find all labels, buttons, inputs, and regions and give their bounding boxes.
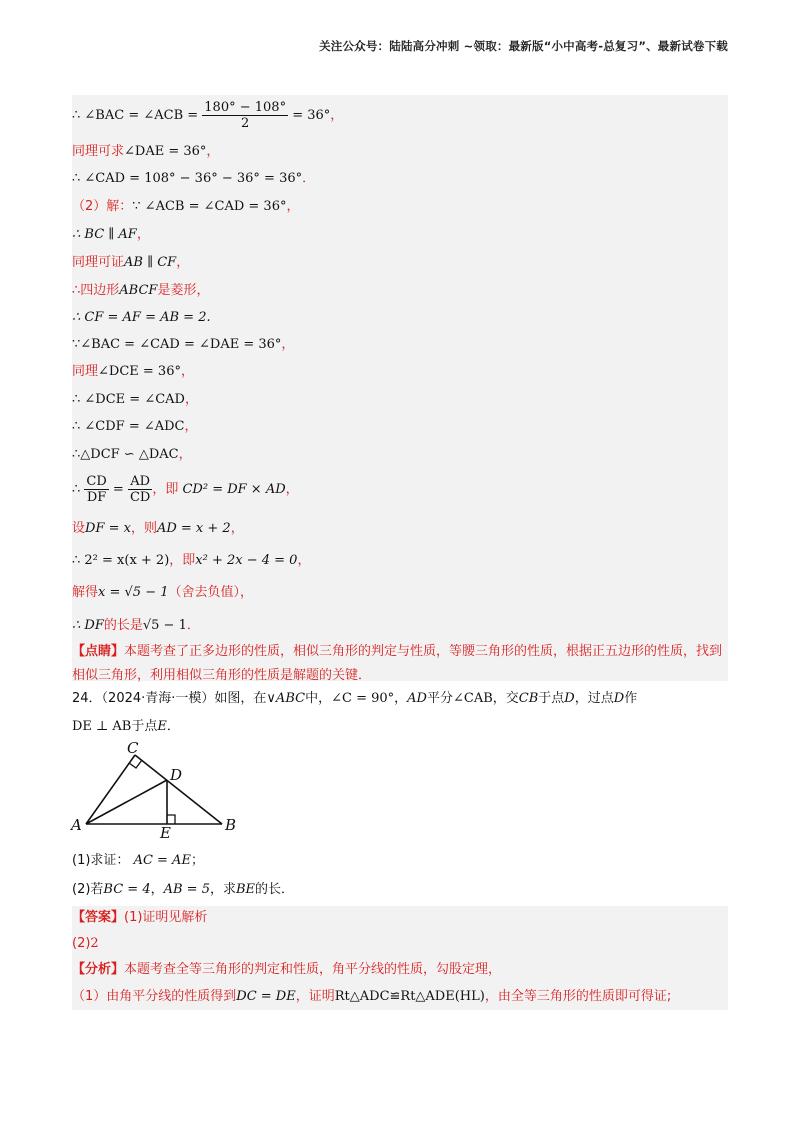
question-24-line-2: DE ⊥ AB于点E． (72, 719, 180, 734)
analysis-label: 【分析】 (72, 962, 125, 977)
analysis-line-1: 【分析】本题考查全等三角形的判定和性质，角平分线的性质，勾股定理， (72, 962, 502, 977)
sub-question-1: (1)求证： AC = AE； (72, 853, 204, 868)
solution-line-8: ∴ CF = AF = AB = 2. (72, 310, 211, 325)
solution-line-3: ∴ ∠CAD = 108° − 36° − 36° = 36°． (72, 171, 316, 186)
answer-label: 【答案】 (72, 910, 125, 925)
solution-line-2: 同理可求∠DAE = 36°， (72, 144, 220, 159)
label-e: E (160, 824, 171, 840)
right-angle-mark-e (167, 815, 175, 824)
page-header: 关注公众号：陆陆高分冲刺 ~领取：最新版“小中高考-总复习”、最新试卷下载 (319, 39, 728, 53)
solution-line-11: ∴ ∠DCE = ∠CAD， (72, 392, 198, 407)
fraction: $\frac{180^\circ - 108^\circ}{2}$ (204, 100, 287, 131)
label-d: D (170, 766, 183, 784)
question-24-line-1: 24．（2024·青海·一模）如图，在∨ABC中，∠C = 90°，AD平分∠CAB，交CB于点D，过点D作 (72, 691, 638, 706)
label-b: B (225, 816, 237, 834)
solution-line-18: ∴ DF的长是√5 − 1． (72, 618, 200, 633)
solution-line-1: ∴ ∠BAC = ∠ACB = $\frac{180^\circ - 108^\circ}{2}$ = 36°， (72, 100, 344, 131)
solution-line-15: 设DF = x，则AD = x + 2， (72, 521, 244, 536)
solution-line-14: ∴ $\frac{CD}{DF}$ = $\frac{AD}{CD}$ ，即 CD² = DF × AD， (72, 474, 299, 505)
fraction: $\frac{AD}{CD}$ (129, 474, 151, 505)
solution-line-6: 同理可证AB ∥ CF， (72, 255, 190, 270)
sub-question-2: (2)若BC = 4，AB = 5，求BE的长． (72, 882, 295, 897)
solution-line-10: 同理∠DCE = 36°， (72, 364, 194, 379)
solution-line-13: ∴△DCF ∽ △DAC， (72, 447, 192, 462)
dianjing-note (72, 640, 728, 688)
analysis-line-2: （1）由角平分线的性质得到DC = DE，证明Rt△ADC≌Rt△ADE(HL)，由全等三角形的性质即可得证; (72, 989, 672, 1004)
solution-line-12: ∴ ∠CDF = ∠ADC， (72, 419, 198, 434)
fraction: $\frac{CD}{DF}$ (86, 474, 107, 505)
label-a: A (71, 816, 82, 834)
segment-ac (86, 755, 135, 824)
dianjing-text: 本题考查了正多边形的性质，相似三角形的判定与性质，等腰三角形的性质，根据正五边形的性质，找到相似三角形，利用相似三角形的性质是解题的关键． (72, 644, 723, 683)
dianjing-label: 【点睛】 (72, 644, 125, 659)
triangle-figure (70, 740, 240, 840)
solution-line-4: （2）解：∵ ∠ACB = ∠CAD = 36°， (72, 199, 300, 214)
solution-line-7: ∴四边形ABCF是菱形， (72, 283, 210, 298)
segment-ad (86, 780, 167, 824)
answer-line-1: 【答案】(1)证明见解析 (72, 910, 208, 925)
solution-line-16: ∴ 2² = x(x + 2)，即x² + 2x − 4 = 0， (72, 553, 311, 568)
solution-line-5: ∴ BC ∥ AF， (72, 227, 150, 242)
label-c: C (127, 740, 139, 757)
answer-line-2: (2)2 (72, 936, 99, 951)
solution-line-9: ∵∠BAC = ∠CAD = ∠DAE = 36°， (72, 337, 295, 352)
solution-line-17: 解得x = √5 − 1（舍去负值）， (72, 585, 254, 600)
